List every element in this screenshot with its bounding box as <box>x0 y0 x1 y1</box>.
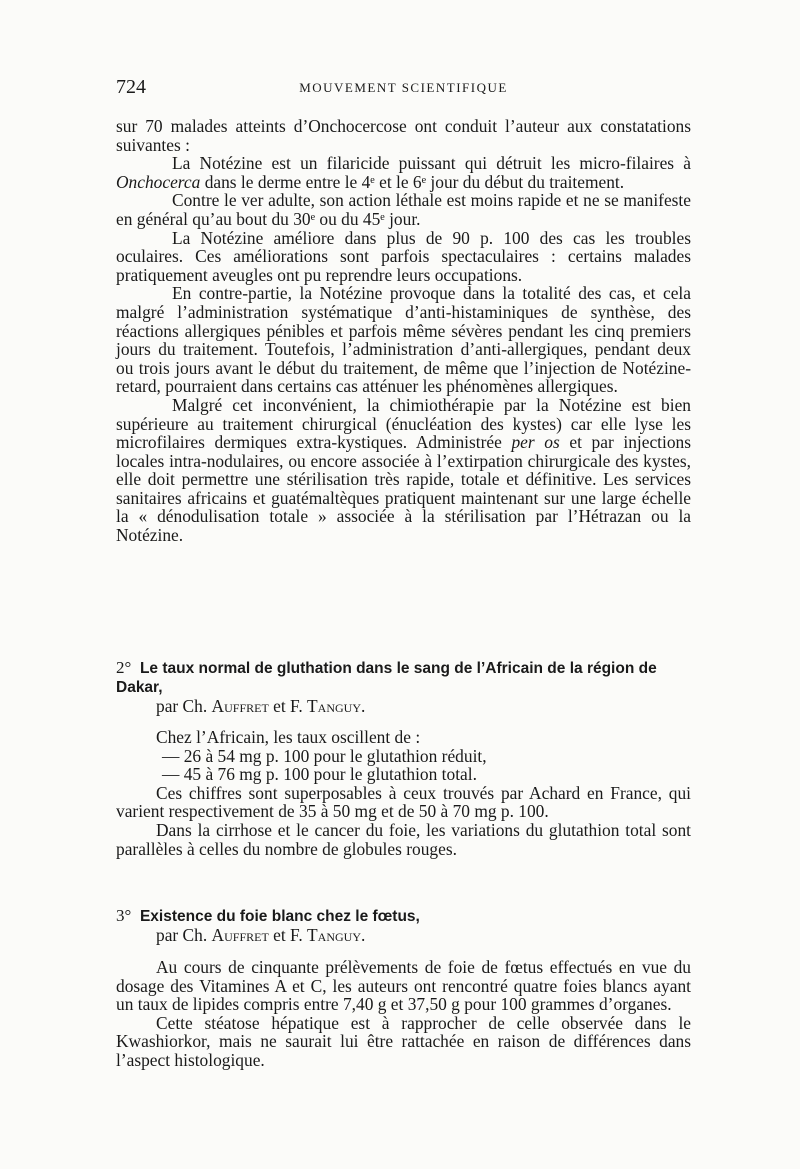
paragraph: sur 70 malades atteints d’Onchocercose ont conduit l’auteur aux constatations suivantes : <box>116 116 691 155</box>
list-item: — 45 à 76 mg p. 100 pour le glutathion total. <box>162 764 477 785</box>
text-run: et par injections locales intra-nodulaires, ou encore associée à l’extirpation chirurgicale des kystes, elle doit permettre une stérilisation très rapide, totale et définitive. Les services sanitaires africains et guatémaltèques pratiquent maintenant sur une large échelle la « dénodulisation totale » associée à la stérilisation par l’Hétrazan ou la Notézine. <box>116 432 691 546</box>
section-3-byline <box>156 925 365 946</box>
paragraph: Contre le ver adulte, son action léthale est moins rapide et ne se manifeste en général qu’au bout du 30ᵉ ou du 45ᵉ jour. <box>116 190 691 229</box>
byline-text: et F. <box>268 696 308 716</box>
page-header <box>116 76 691 102</box>
section-number: 3° <box>116 906 132 925</box>
paragraph: Chez l’Africain, les taux oscillent de : <box>156 727 421 747</box>
author-name: Tanguy. <box>307 925 366 945</box>
paragraph: La Notézine améliore dans plus de 90 p. 100 des cas les troubles oculaires. Ces améliorations sont parfois spectaculaires : certains malades pratiquement aveugles ont pu reprendre leurs occupations. <box>116 227 691 285</box>
section-2-text <box>116 728 691 858</box>
section-2-heading <box>116 658 676 697</box>
paragraph <box>116 154 691 191</box>
text-run: Malgré cet inconvénient, la chimiothérapie par la Notézine est bien supérieure au traitement chirurgical (énucléation des kystes) car elle lyse les microfilaires dermiques extra-kystiques. Administrée <box>116 394 691 453</box>
list-item: — 26 à 54 mg p. 100 pour le glutathion réduit, <box>162 745 487 766</box>
paragraph: En contre-partie, la Notézine provoque dans la totalité des cas, et cela malgré l’administration systématique d’anti-histaminiques de synthèse, des réactions allergiques pénibles et parfois même sévères pendant les cinq premiers jours du traitement. Toutefois, l’administration d’anti-allergiques, pendant deux ou trois jours avant le début du traitement, de même que l’injection de Notézine-retard, pourraient dans certains cas atténuer les phénomènes allergiques. <box>116 283 691 397</box>
section-number: 2° <box>116 658 132 677</box>
paragraph: Ces chiffres sont superposables à ceux trouvés par Achard en France, qui varient respectivement de 35 à 50 mg et de 50 à 70 mg p. 100. <box>116 782 691 822</box>
author-name: Tanguy. <box>307 696 366 716</box>
byline-text: par Ch. <box>156 696 212 716</box>
section-title: Existence du foie blanc chez le fœtus, <box>139 908 420 925</box>
byline-text: et F. <box>268 925 308 945</box>
section-3-text <box>116 958 691 1070</box>
text-run: La Notézine est un filaricide puissant qui détruit les micro-filaires à <box>172 153 691 174</box>
byline-text: par Ch. <box>156 925 212 945</box>
paragraph <box>116 396 691 545</box>
page-number: 724 <box>116 76 146 98</box>
author-name: Auffret <box>211 925 269 945</box>
section-2-byline <box>156 696 365 717</box>
italic-term: per os <box>511 432 560 453</box>
paragraph: Dans la cirrhose et le cancer du foie, les variations du glutathion total sont parallèles à celles du nombre de globules rouges. <box>116 819 691 859</box>
author-name: Auffret <box>211 696 269 716</box>
italic-term: Onchocerca <box>116 171 201 192</box>
paragraph: Au cours de cinquante prélèvements de foie de fœtus effectués en vue du dosage des Vitamines A et C, les auteurs ont rencontré quatre foies blancs ayant un taux de lipides compris entre 7,40 g et 37,50 g pour 100 grammes d’organes. <box>116 957 691 1015</box>
text-run: dans le derme entre le 4ᵉ et le 6ᵉ jour du début du traitement. <box>200 171 625 192</box>
section-1-text <box>116 117 691 545</box>
section-3-heading <box>116 906 676 926</box>
section-title: Le taux normal de gluthation dans le sang de l’Africain de la région de Dakar, <box>116 660 657 696</box>
running-title: MOUVEMENT SCIENTIFIQUE <box>299 80 508 95</box>
paragraph: Cette stéatose hépatique est à rapprocher de celle observée dans le Kwashiorkor, mais ne saurait lui être rattachée en raison de différences dans l’aspect histologique. <box>116 1012 691 1070</box>
